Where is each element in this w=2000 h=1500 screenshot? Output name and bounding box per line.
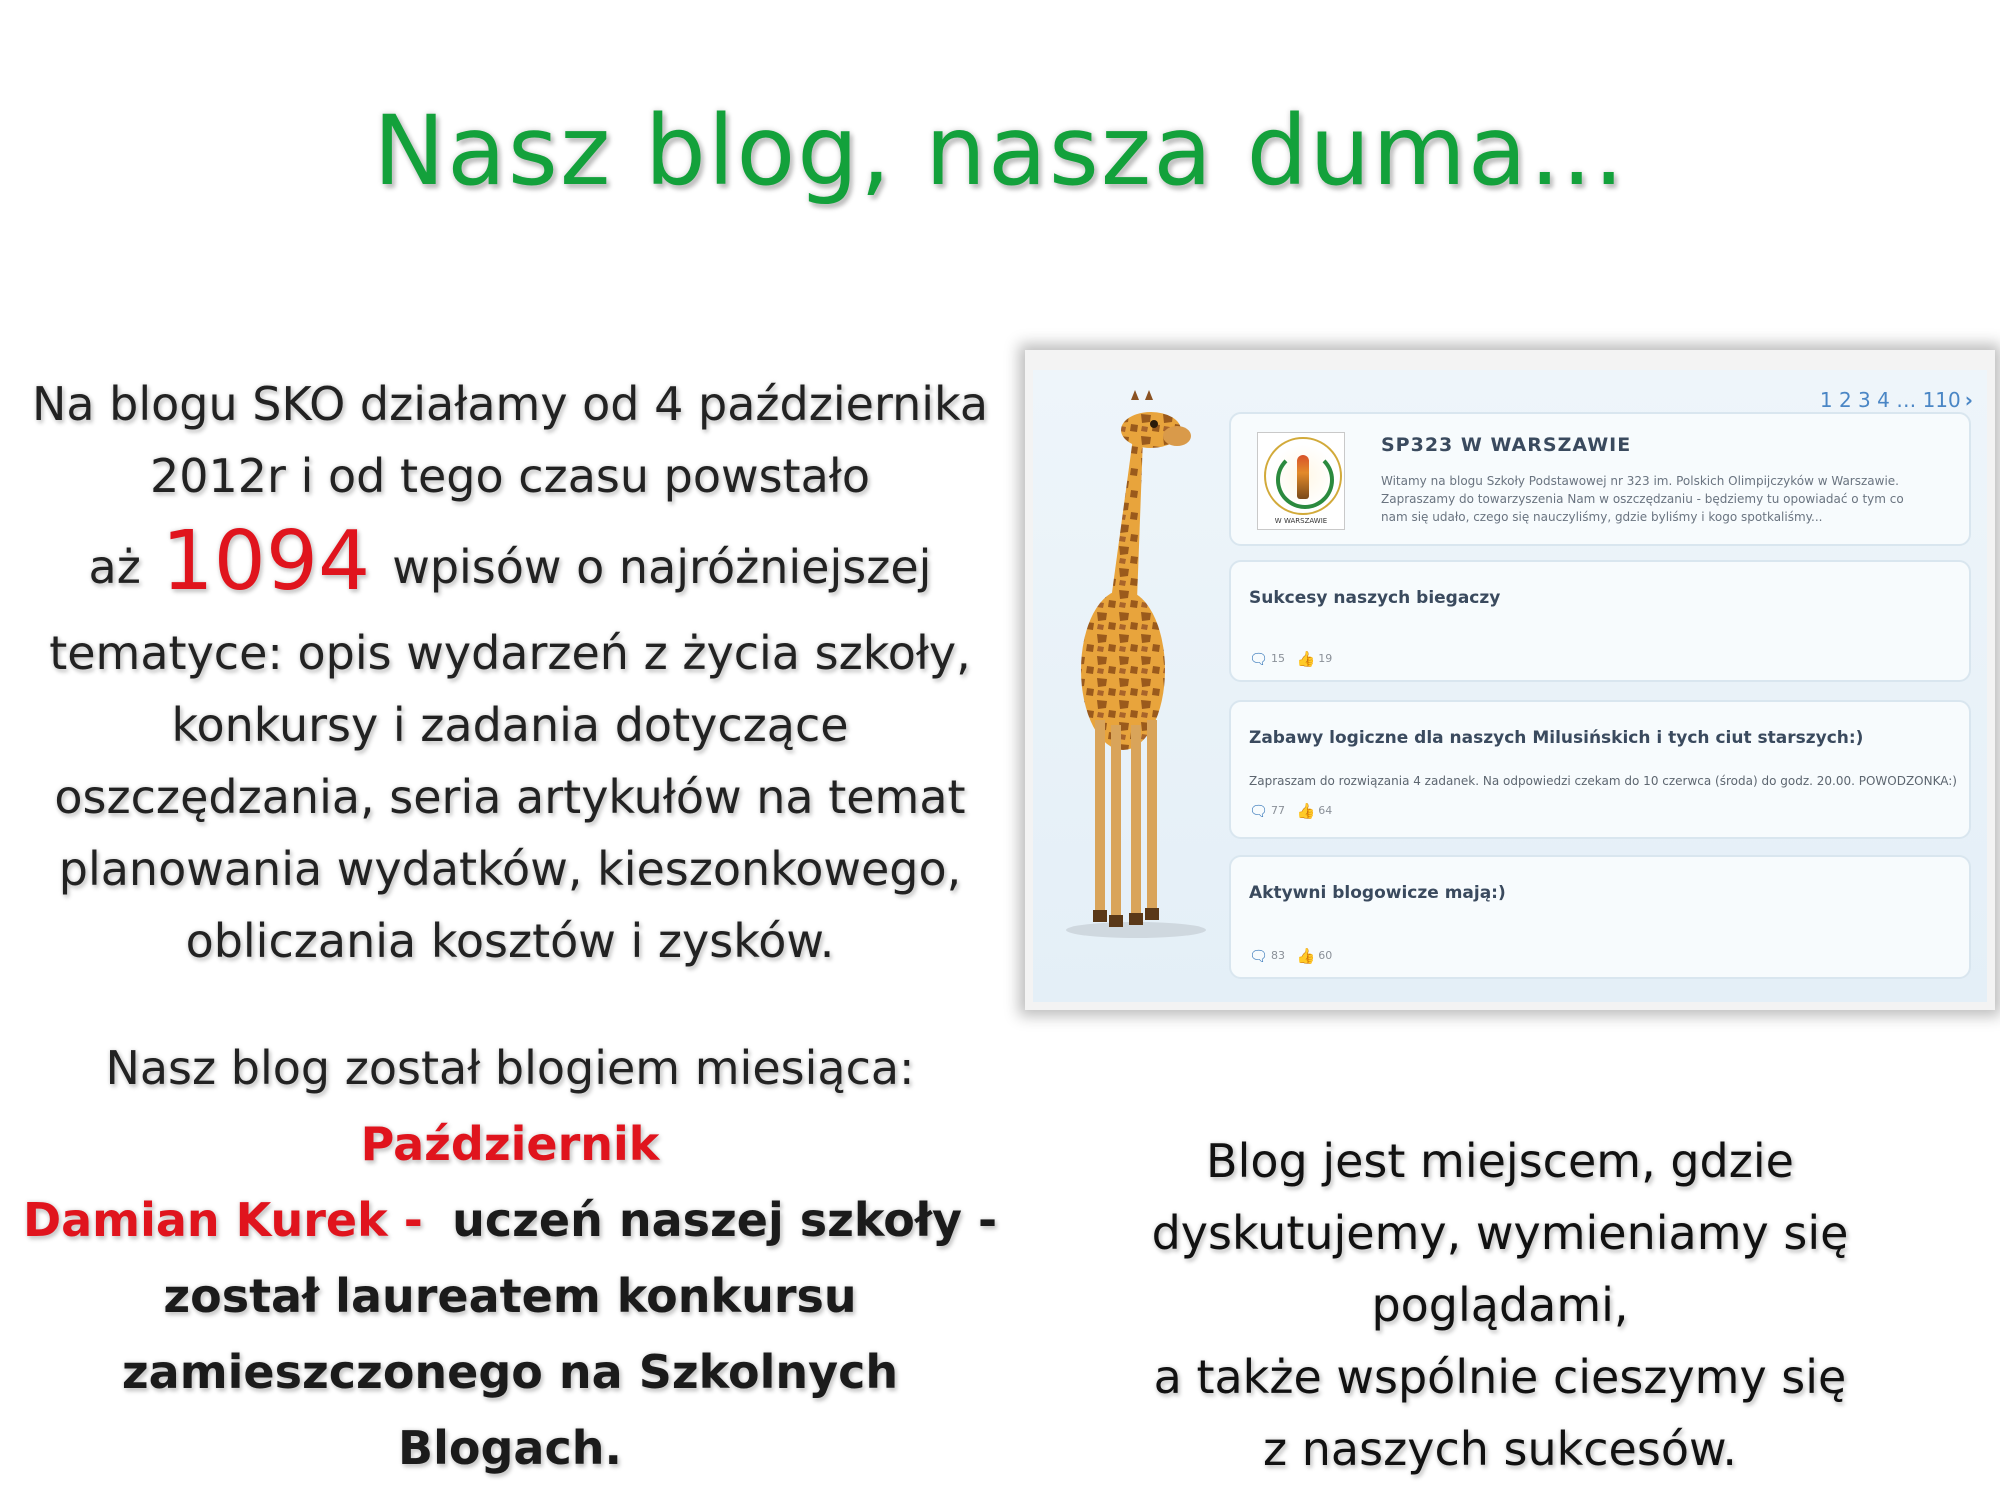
text-line: obliczania kosztów i zysków. [185,914,835,968]
post-stats [1249,650,1332,668]
blog-description [30,368,990,977]
laureate-desc: został laureatem konkursu [163,1269,857,1323]
comment-count: 15 [1271,652,1286,665]
laureate-desc: uczeń naszej szkoły - [452,1193,998,1247]
blog-name[interactable]: SP323 W WARSZAWIE [1381,434,1632,456]
intro-line: nam się udało, czego się nauczyliśmy, gdzie byliśmy i kogo spotkaliśmy... [1381,510,1823,524]
post-count: 1094 [161,514,371,609]
comment-count: 77 [1271,804,1286,817]
blog-screenshot-content [1033,370,1987,1002]
text-line: oszczędzania, seria artykułów na temat [54,770,966,824]
post-card[interactable] [1229,855,1971,979]
like-count: 64 [1318,804,1333,817]
blog-month-intro: Nasz blog został blogiem miesiąca: [105,1041,915,1095]
text-line: dyskutujemy, wymieniamy się poglądami, [1151,1206,1849,1332]
post-stats [1249,802,1332,820]
school-logo [1257,432,1345,530]
post-title[interactable]: Zabawy logiczne dla naszych Milusińskich i tych ciut starszych:) [1249,728,1864,748]
laureate-desc: zamieszczonego na Szkolnych Blogach. [121,1345,899,1475]
blog-of-month [20,1030,1000,1486]
text-line-with-number [30,512,990,617]
post-stats [1249,947,1332,965]
pagination-pages[interactable]: 1 2 3 4 … 110 [1819,388,1961,412]
giraffe-illustration [1051,390,1231,950]
comment-icon: 🗨 [1249,802,1269,820]
laureate-name: Damian Kurek - [22,1193,423,1247]
text-prefix: aż [88,540,141,594]
torch-icon [1297,455,1309,499]
text-line: Na blogu SKO działamy od 4 października [31,377,989,431]
intro-line: Witamy na blogu Szkoły Podstawowej nr 323 im. Polskich Olimpijczyków w Warszawie. [1381,474,1899,488]
logo-emblem [1264,437,1342,515]
comment-count: 83 [1271,949,1286,962]
blog-screenshot [1025,350,1995,1010]
blog-header-card[interactable] [1229,412,1971,546]
post-card[interactable] [1229,560,1971,682]
thumbs-up-icon: 👍 [1296,947,1316,965]
award-month: Październik [360,1117,660,1171]
next-page-icon[interactable]: › [1964,388,1973,412]
thumbs-up-icon: 👍 [1296,650,1316,668]
like-count: 60 [1318,949,1333,962]
text-line: konkursy i zadania dotyczące [171,698,849,752]
post-title[interactable]: Aktywni blogowicze mają:) [1249,883,1506,903]
post-title[interactable]: Sukcesy naszych biegaczy [1249,588,1501,608]
text-line: a także wspólnie cieszymy się [1153,1350,1847,1404]
text-line: planowania wydatków, kieszonkowego, [58,842,962,896]
pagination[interactable] [1820,388,1973,412]
text-line: z naszych sukcesów. [1263,1422,1737,1476]
text-suffix: wpisów o najróżniejszej [392,540,932,594]
comment-icon: 🗨 [1249,650,1269,668]
intro-line: Zapraszamy do towarzyszenia Nam w oszczędzaniu - będziemy tu opowiadać o tym co [1381,492,1904,506]
thumbs-up-icon: 👍 [1296,802,1316,820]
comment-icon: 🗨 [1249,947,1269,965]
text-line: Blog jest miejscem, gdzie [1206,1134,1794,1188]
laureate-line [20,1182,1000,1258]
post-card[interactable] [1229,700,1971,839]
text-line: 2012r i od tego czasu powstało [149,449,870,503]
post-excerpt: Zapraszam do rozwiązania 4 zadanek. Na odpowiedzi czekam do 10 czerwca (środa) do godz. 20.00. POWODZONKA:) [1249,774,1957,788]
like-count: 19 [1318,652,1333,665]
slide-title: Nasz blog, nasza duma… [373,95,1627,207]
blog-purpose [1020,1125,1980,1485]
blog-intro [1381,472,1941,526]
text-line: tematyce: opis wydarzeń z życia szkoły, [49,626,971,680]
logo-caption: W WARSZAWIE [1274,517,1328,525]
